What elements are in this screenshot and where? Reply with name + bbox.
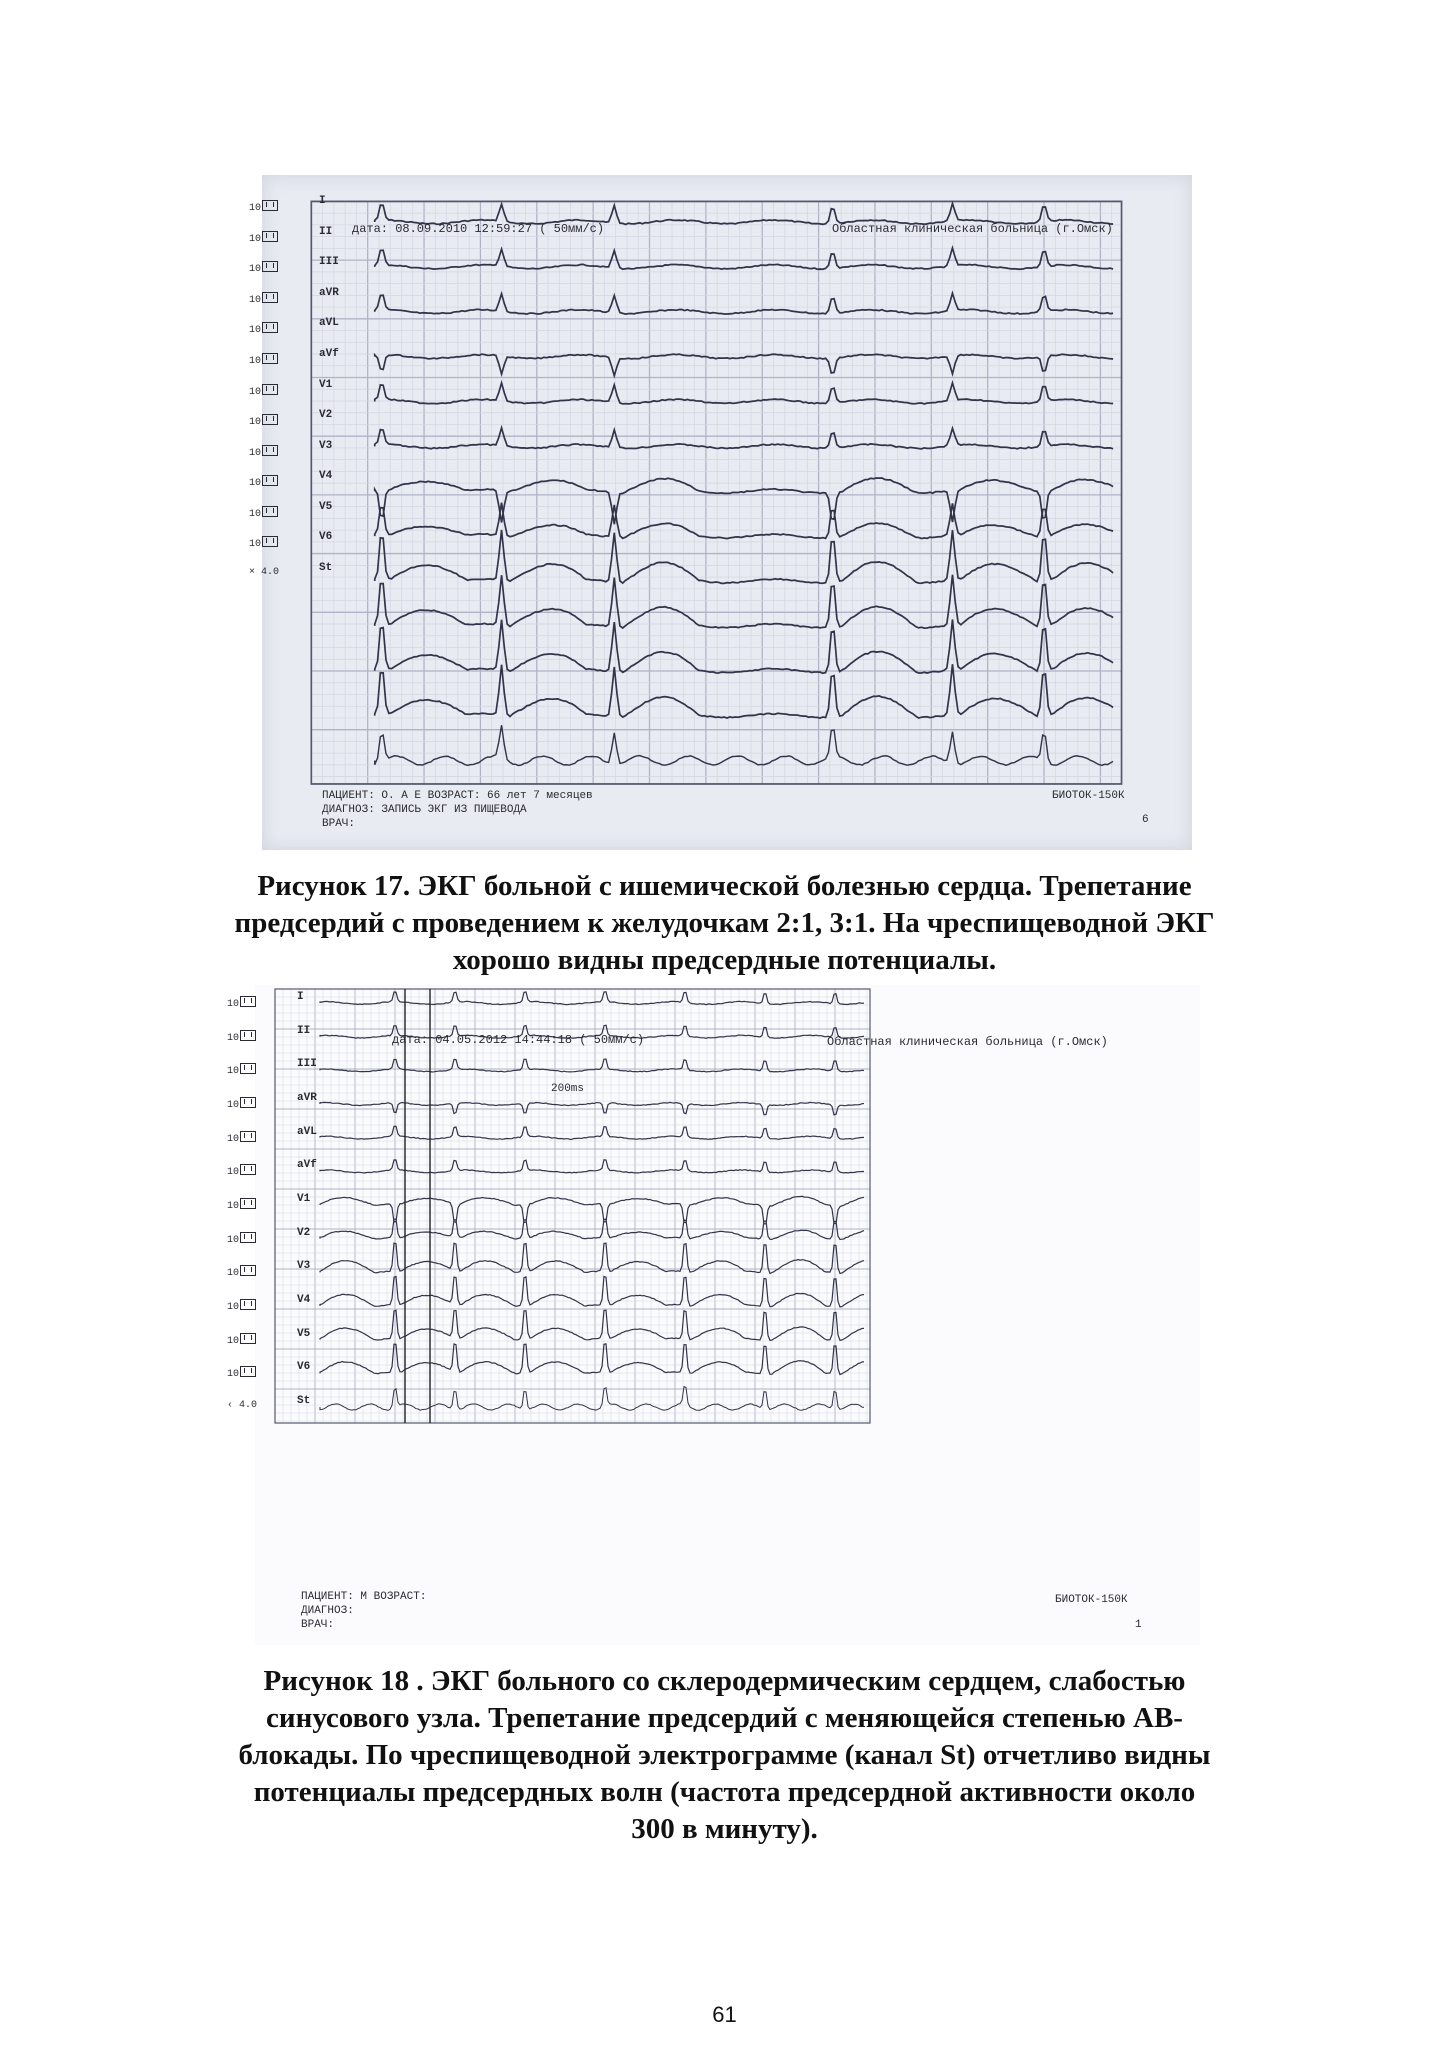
- lead-gain-label: ‹ 4.0: [227, 1400, 258, 1411]
- lead-gain-label: [227, 1333, 256, 1347]
- calibration-pulse-icon: [240, 1265, 256, 1276]
- lead-gain-value: 10: [249, 355, 262, 367]
- lead-gain-value: 10: [249, 417, 262, 429]
- lead-gain-label: [227, 1198, 256, 1212]
- ecg-footer-diagnosis: ДИАГНОЗ:: [301, 1605, 354, 1617]
- lead-gain-value: 10: [227, 1268, 240, 1280]
- lead-label-i: I: [297, 991, 304, 1003]
- lead-label-i: I: [319, 195, 326, 207]
- ecg-grid: [275, 989, 870, 1423]
- calibration-pulse-icon: [240, 1333, 256, 1344]
- ecg-sheet-number: 6: [1142, 814, 1149, 826]
- calibration-pulse-icon: [240, 1232, 256, 1243]
- ecg-trace-iii: [375, 293, 1113, 314]
- ecg-device: БИОТОК-150К: [1052, 790, 1125, 802]
- ecg-trace-v2: [375, 503, 1113, 539]
- lead-gain-label: [227, 1265, 256, 1279]
- lead-gain-label: [249, 261, 278, 275]
- ecg-trace-avr: [375, 354, 1113, 376]
- caption-line: потенциалы предсердных волн (частота предсердной активности около: [253, 1776, 1196, 1808]
- lead-label-v2: V2: [319, 409, 333, 422]
- lead-gain-value: 10: [227, 1335, 240, 1347]
- ecg-trace-i: [320, 992, 864, 1005]
- lead-gain-label: [249, 475, 278, 489]
- ecg-footer-doctor: ВРАЧ:: [301, 1619, 335, 1631]
- lead-gain-value: 10: [227, 1369, 240, 1381]
- lead-label-v3: V3: [297, 1260, 311, 1273]
- lead-label-st: St: [319, 562, 333, 574]
- caption-line: предсердий с проведением к желудочкам 2:1, 3:1. На чреспищеводной ЭКГ: [234, 907, 1215, 939]
- lead-gain-value: 10: [227, 1234, 240, 1246]
- calibration-pulse-icon: [240, 1131, 256, 1142]
- lead-gain-value: 10: [227, 1201, 240, 1212]
- lead-gain-label: [249, 414, 278, 428]
- lead-gain-value: 10: [227, 1032, 240, 1044]
- caption-line: 300 в минуту).: [631, 1813, 818, 1845]
- ecg-trace-st: [375, 725, 1113, 765]
- lead-label-v1: V1: [297, 1193, 311, 1205]
- lead-gain-value: 10: [249, 386, 262, 398]
- ecg-trace-area: [255, 985, 1200, 1645]
- ecg-header-date: дата: 08.09.2010 12:59:27 ( 50мм/с): [352, 222, 605, 236]
- ecg-header-hospital: Областная клиническая больница (г.Омск): [832, 222, 1113, 236]
- calibration-pulse-icon: [262, 506, 278, 517]
- lead-label-avr: aVR: [319, 286, 339, 299]
- lead-gain-label: [249, 292, 278, 306]
- lead-gain-label: [249, 353, 278, 367]
- lead-gain-label: [227, 1131, 256, 1145]
- lead-gain-value: 10: [227, 999, 240, 1010]
- ecg-trace-area: [262, 175, 1192, 850]
- calibration-pulse-icon: [262, 322, 278, 333]
- ecg-figure-17: [249, 175, 1192, 850]
- lead-label-v5: V5: [319, 500, 333, 513]
- ecg-footer-doctor: ВРАЧ:: [322, 818, 356, 830]
- lead-label-iii: III: [297, 1058, 317, 1071]
- calibration-pulse-icon: [262, 475, 278, 486]
- lead-label-avf: aVf: [319, 347, 339, 360]
- calibration-pulse-icon: [240, 1030, 256, 1041]
- lead-gain-value: 10: [227, 1133, 240, 1145]
- ecg-trace-ii: [375, 248, 1113, 269]
- lead-gain-value: 10: [227, 1302, 240, 1313]
- lead-label-v5: V5: [297, 1327, 311, 1340]
- calibration-pulse-icon: [240, 1198, 256, 1209]
- lead-label-v2: V2: [297, 1226, 311, 1239]
- calibration-pulse-icon: [240, 1063, 256, 1074]
- ecg-trace-v1: [320, 1196, 864, 1224]
- calibration-pulse-icon: [240, 1164, 256, 1175]
- calibration-pulse-icon: [240, 1097, 256, 1108]
- calibration-pulse-icon: [262, 384, 278, 395]
- ecg-footer-patient: ПАЦИЕНТ: М ВОЗРАСТ:: [301, 1591, 427, 1603]
- ecg-device: БИОТОК-150К: [1055, 1594, 1128, 1606]
- ecg-trace-v5: [375, 619, 1113, 673]
- ecg-trace-v6: [320, 1344, 864, 1375]
- lead-gain-label: [249, 200, 278, 214]
- caption-line: Рисунок 17. ЭКГ больной с ишемической болезнью сердца. Трепетание: [257, 870, 1192, 902]
- ecg-trace-avf: [320, 1160, 864, 1173]
- lead-gain-label: [227, 1063, 256, 1077]
- page-number: 61: [712, 2002, 737, 2027]
- lead-gain-value: 10: [249, 233, 262, 245]
- caption-line: Рисунок 18 . ЭКГ больного со склеродермическим сердцем, слабостью: [263, 1665, 1186, 1697]
- lead-label-avf: aVf: [297, 1159, 317, 1172]
- figure-18-caption: [120, 1663, 1329, 1848]
- lead-label-avr: aVR: [297, 1092, 317, 1104]
- lead-gain-value: 10: [227, 1167, 240, 1179]
- caption-line: синусового узла. Трепетание предсердий с меняющейся степенью АВ-: [266, 1702, 1183, 1734]
- calibration-pulse-icon: [240, 1366, 256, 1377]
- ecg-footer-patient: ПАЦИЕНТ: О. А Е ВОЗРАСТ: 66 лет 7 месяцев: [322, 790, 593, 802]
- lead-label-v4: V4: [319, 470, 333, 483]
- lead-label-st: St: [297, 1395, 311, 1407]
- ecg-annotation-200ms: 200ms: [551, 1083, 585, 1095]
- lead-label-iii: III: [319, 256, 339, 269]
- ecg-trace-avf: [375, 428, 1113, 449]
- calibration-pulse-icon: [240, 996, 256, 1007]
- calibration-pulse-icon: [262, 414, 278, 425]
- calibration-pulse-icon: [262, 292, 278, 303]
- figure-17-caption: [120, 868, 1329, 979]
- ecg-header-hospital: Областная клиническая больница (г.Омск): [827, 1035, 1108, 1049]
- ecg-footer-diagnosis: ДИАГНОЗ: ЗАПИСЬ ЭКГ ИЗ ПИЩЕВОДА: [322, 804, 527, 816]
- lead-gain-value: 10: [249, 203, 262, 214]
- ecg-trace-v3: [375, 530, 1113, 583]
- calibration-pulse-icon: [262, 536, 278, 547]
- lead-gain-label: [227, 1232, 256, 1246]
- lead-gain-value: 10: [249, 539, 262, 551]
- ecg-sheet-number: 1: [1135, 1619, 1142, 1631]
- lead-gain-value: 10: [249, 325, 262, 337]
- lead-label-v6: V6: [297, 1361, 311, 1374]
- lead-gain-value: 10: [227, 1100, 240, 1111]
- lead-gain-label: [227, 1164, 256, 1178]
- lead-gain-value: 10: [249, 447, 262, 459]
- ecg-figure-18: [227, 985, 1200, 1645]
- lead-label-v3: V3: [319, 439, 333, 452]
- ecg-trace-st: [320, 1387, 864, 1411]
- caption-line: хорошо видны предсердные потенциалы.: [452, 944, 997, 976]
- lead-gain-value: 10: [227, 1066, 240, 1078]
- calibration-pulse-icon: [240, 1299, 256, 1310]
- lead-gain-label: [249, 536, 278, 550]
- lead-label-v6: V6: [319, 531, 333, 544]
- lead-gain-value: 10: [249, 508, 262, 520]
- ecg-trace-v4: [320, 1277, 864, 1307]
- lead-gain-label: [227, 1366, 256, 1380]
- calibration-pulse-icon: [262, 231, 278, 242]
- lead-gain-value: 10: [249, 478, 262, 490]
- lead-gain-label: × 4.0: [249, 567, 280, 578]
- lead-gain-label: [227, 1097, 256, 1111]
- calibration-pulse-icon: [262, 200, 278, 211]
- lead-label-v1: V1: [319, 378, 333, 391]
- lead-gain-label: [249, 384, 278, 398]
- lead-label-avl: aVL: [319, 317, 339, 330]
- lead-gain-label: [249, 506, 278, 520]
- lead-label-avl: aVL: [297, 1125, 317, 1138]
- lead-label-ii: II: [297, 1024, 311, 1037]
- ecg-header-date: дата: 04.05.2012 14:44:18 ( 50мм/с): [392, 1033, 645, 1047]
- lead-gain-label: [249, 231, 278, 245]
- ecg-trace-v1: [375, 478, 1113, 524]
- lead-gain-label: [249, 445, 278, 459]
- lead-gain-label: [227, 1030, 256, 1044]
- lead-gain-label: [249, 322, 278, 336]
- ecg-trace-v6: [375, 664, 1113, 718]
- lead-label-ii: II: [319, 225, 333, 238]
- caption-line: блокады. По чреспищеводной электрограмме (канал St) отчетливо видны: [238, 1739, 1211, 1771]
- lead-label-v4: V4: [297, 1294, 311, 1306]
- calibration-pulse-icon: [262, 445, 278, 456]
- lead-gain-value: 10: [249, 264, 262, 276]
- lead-gain-label: [227, 996, 256, 1010]
- lead-gain-label: [227, 1299, 256, 1313]
- calibration-pulse-icon: [262, 353, 278, 364]
- calibration-pulse-icon: [262, 261, 278, 272]
- lead-gain-value: 10: [249, 294, 262, 306]
